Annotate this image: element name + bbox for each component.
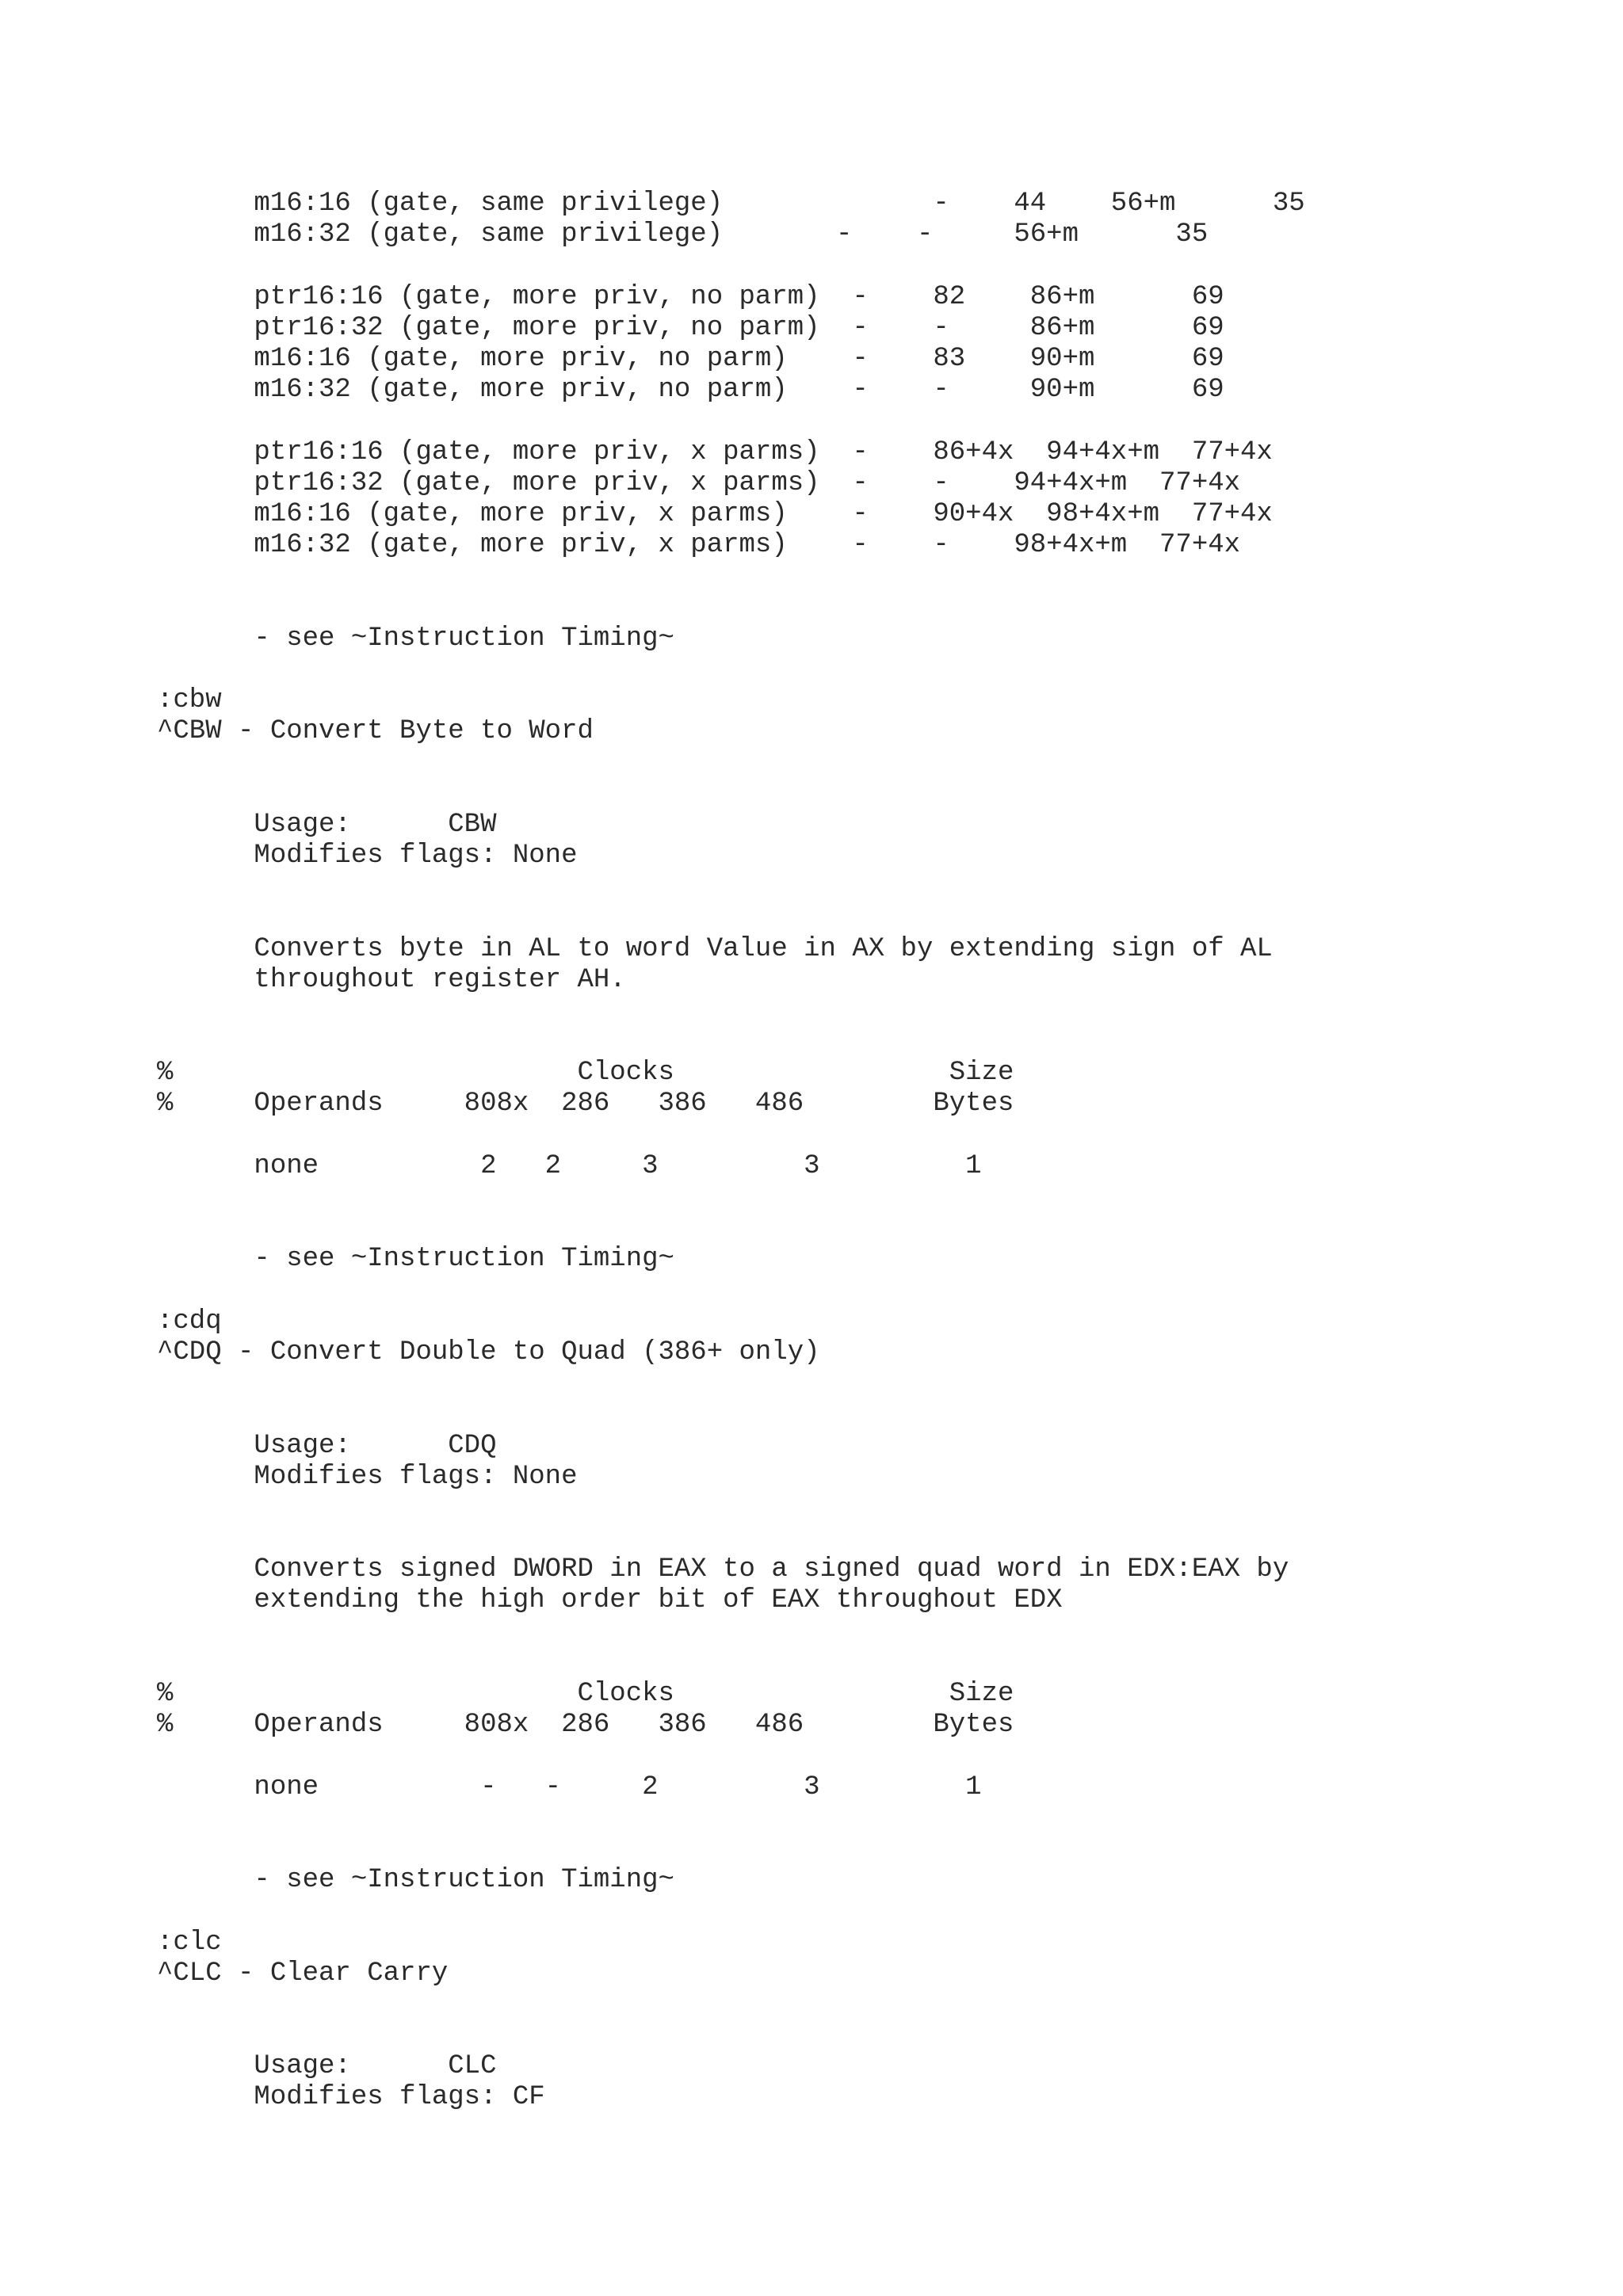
text-line: - see ~Instruction Timing~ <box>157 1244 674 1275</box>
text-line: ^CBW - Convert Byte to Word <box>157 716 594 747</box>
blank-line <box>157 996 1305 1027</box>
text-line: - see ~Instruction Timing~ <box>157 623 674 654</box>
blank-line <box>157 250 1305 281</box>
blank-line <box>157 902 1305 933</box>
blank-line <box>157 1368 1305 1399</box>
text-line: % Clocks Size <box>157 1679 1014 1709</box>
text-line: none - - 2 3 1 <box>157 1772 982 1802</box>
blank-line <box>157 1120 1305 1151</box>
blank-line <box>157 1276 1305 1306</box>
blank-line <box>157 654 1305 685</box>
text-line: ^CDQ - Convert Double to Quad (386+ only) <box>157 1337 820 1367</box>
blank-line <box>157 1027 1305 1058</box>
blank-line <box>157 561 1305 592</box>
text-line: ptr16:32 (gate, more priv, x parms) - - 94+4x+m 77+4x <box>157 467 1241 498</box>
blank-line <box>157 2020 1305 2051</box>
text-line: ptr16:32 (gate, more priv, no parm) - - 86+m 69 <box>157 312 1224 343</box>
text-line: m16:32 (gate, more priv, x parms) - - 98+4x+m 77+4x <box>157 530 1241 561</box>
text-line: Converts byte in AL to word Value in AX by extending sign of AL <box>157 933 1273 964</box>
text-line: :cbw <box>157 685 222 715</box>
blank-line <box>157 1182 1305 1213</box>
text-line: - see ~Instruction Timing~ <box>157 1865 674 1896</box>
blank-line <box>157 406 1305 437</box>
text-line: Usage: CLC <box>157 2051 497 2082</box>
text-line: m16:16 (gate, same privilege) - 44 56+m 35 <box>157 189 1305 219</box>
blank-line <box>157 1524 1305 1554</box>
text-line: m16:16 (gate, more priv, x parms) - 90+4x 98+4x+m 77+4x <box>157 498 1273 529</box>
text-line: % Operands 808x 286 386 486 Bytes <box>157 1710 1014 1741</box>
document-text <box>157 189 1305 2114</box>
text-line: :clc <box>157 1927 222 1958</box>
blank-line <box>157 779 1305 810</box>
text-line: ptr16:16 (gate, more priv, no parm) - 82 86+m 69 <box>157 281 1224 312</box>
text-line: throughout register AH. <box>157 964 626 995</box>
text-line: extending the high order bit of EAX throughout EDX <box>157 1585 1063 1616</box>
text-line: Converts signed DWORD in EAX to a signed quad word in EDX:EAX by <box>157 1554 1289 1585</box>
text-line: m16:32 (gate, same privilege) - - 56+m 35 <box>157 219 1209 250</box>
text-line: ptr16:16 (gate, more priv, x parms) - 86+4x 94+4x+m 77+4x <box>157 437 1273 467</box>
blank-line <box>157 1989 1305 2020</box>
blank-line <box>157 1617 1305 1648</box>
blank-line <box>157 1399 1305 1430</box>
text-line: ^CLC - Clear Carry <box>157 1958 449 1989</box>
text-line: :cdq <box>157 1306 222 1337</box>
blank-line <box>157 747 1305 778</box>
blank-line <box>157 1741 1305 1772</box>
blank-line <box>157 1648 1305 1679</box>
blank-line <box>157 1213 1305 1244</box>
text-line: Modifies flags: None <box>157 840 578 871</box>
text-line: Usage: CBW <box>157 809 497 840</box>
blank-line <box>157 1896 1305 1927</box>
blank-line <box>157 592 1305 623</box>
blank-line <box>157 1493 1305 1524</box>
text-line: % Clocks Size <box>157 1058 1014 1089</box>
text-line: % Operands 808x 286 386 486 Bytes <box>157 1089 1014 1119</box>
text-line: Modifies flags: None <box>157 1461 578 1492</box>
text-line: none 2 2 3 3 1 <box>157 1150 982 1181</box>
blank-line <box>157 871 1305 902</box>
text-line: m16:16 (gate, more priv, no parm) - 83 90+m 69 <box>157 343 1224 374</box>
text-line: Modifies flags: CF <box>157 2082 545 2113</box>
text-line: m16:32 (gate, more priv, no parm) - - 90+m 69 <box>157 375 1224 406</box>
blank-line <box>157 1803 1305 1834</box>
blank-line <box>157 1834 1305 1865</box>
text-line: Usage: CDQ <box>157 1430 497 1461</box>
